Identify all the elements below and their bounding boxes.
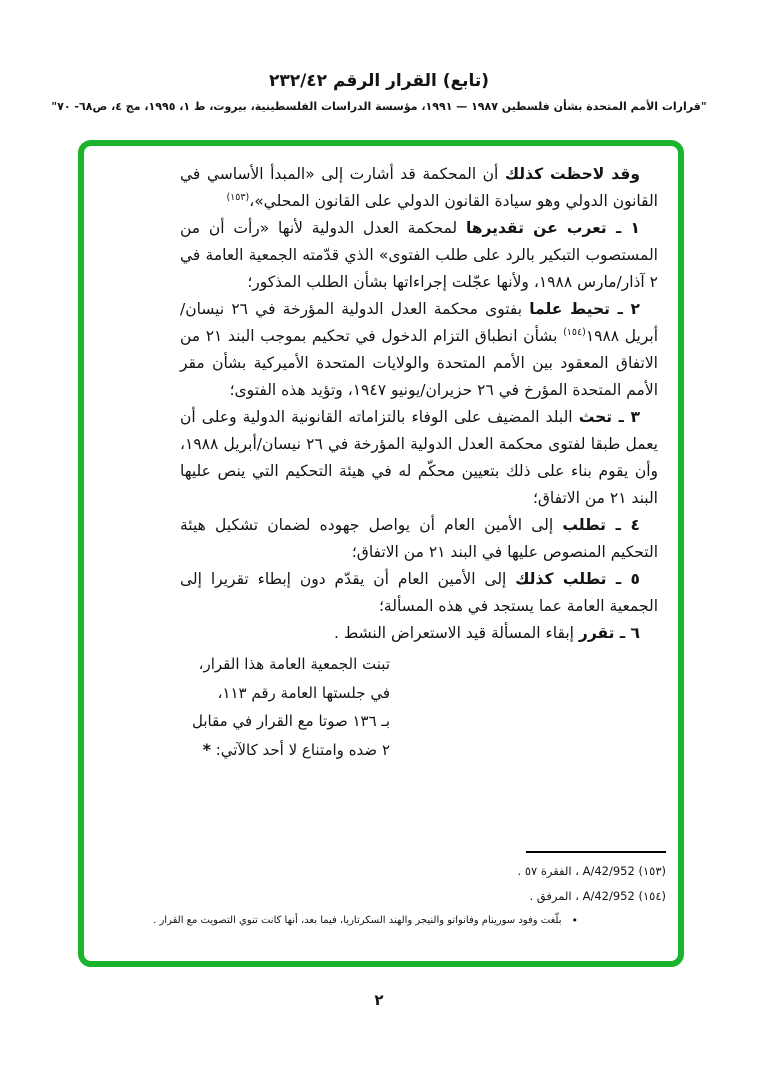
resolution-body [180,161,658,764]
paragraph-lead: ١ ـ تعرب عن تقديرها [465,219,640,237]
paragraph-text: أن المحكمة قد أشارت إلى «المبدأ الأساسي في القانون الدولي وهو سيادة القانون الدولي على القانون المحلي»، [180,165,658,210]
paragraph-text: لمحكمة العدل الدولية لأنها «رأت أن من المستصوب التبكير بالرد على طلب الفتوى» الذي قدّمته الجمعية العامة في ٢ آذار/مارس ١٩٨٨، ولأنها عجّلت إجراءاتها بشأن الطلب المذكور؛ [180,219,658,291]
adoption-line: تبنت الجمعية العامة هذا القرار، [198,655,390,673]
body-paragraph [180,161,658,215]
footnote-ref: (١٥٣) [226,191,250,203]
body-paragraph [180,566,658,620]
body-paragraphs [180,161,658,647]
paragraph-lead: ٦ ـ تقرر [578,624,640,642]
body-paragraph [180,215,658,296]
paragraph-lead: ٤ ـ تطلب [562,516,640,534]
paragraph-text: بفتوى محكمة العدل الدولية المؤرخة في ٢٦ نيسان/أبريل ١٩٨٨ [180,300,658,345]
footnote-item: (١٥٣) A/42/952 ، الفقرة ٥٧ . [517,864,666,878]
footnote-bullet-item [138,913,666,928]
bullet-icon: • [571,914,578,927]
footnote-bullet-text: بلّغت وفود سورينام وفانواتو والنيجر والهند السكرتاريا، فيما بعد، أنها كانت تنوي التصويت مع القرار . [153,915,562,926]
footnotes-section [138,851,666,928]
paragraph-text: إبقاء المسألة قيد الاستعراض النشط . [334,624,579,642]
adoption-line: ٢ ضده وامتناع لا أحد كالآتي: * [202,739,390,759]
paragraph-text: إلى الأمين العام أن يقدّم دون إبطاء تقريرا إلى الجمعية العامة عما يستجد في هذه المسألة؛ [180,570,658,615]
body-paragraph [180,404,658,512]
body-paragraph [180,620,658,647]
footnote-item: (١٥٤) A/42/952 ، المرفق . [529,889,666,903]
footnote-separator-rule [526,851,666,853]
paragraph-lead: ٢ ـ تحيط علما [529,300,640,318]
adoption-line: بـ ١٣٦ صوتا مع القرار في مقابل [191,712,390,730]
body-paragraph [180,512,658,566]
paragraph-lead: ٥ ـ تطلب كذلك [515,570,640,588]
paragraph-text-cont: بشأن انطباق التزام الدخول في تحكيم بموجب البند ٢١ من الاتفاق المعقود بين الأمم المتحدة والولايات المتحدة الأميركية بشأن مقر الأمم المتحدة المؤرخ في ٢٦ حزيران/يونيو ١٩٤٧، وتؤيد هذه الفتوى؛ [180,327,658,399]
page-title: (تابع) القرار الرقم ٢٣٢/٤٢ [268,71,490,91]
page-number: ٢ [374,991,384,1009]
footnote-list [138,859,666,909]
paragraph-text: إلى الأمين العام أن يواصل جهوده لضمان تشكيل هيئة التحكيم المنصوص عليها في البند ٢١ من الاتفاق؛ [180,516,658,561]
adoption-line: في جلستها العامة رقم ١١٣، [217,683,390,702]
body-paragraph [180,296,658,404]
source-citation-line: "قرارات الأمم المتحدة بشأن فلسطين ١٩٨٧ — ١٩٩١، مؤسسة الدراسات الفلسطينية، بيروت، ط ١، ١٩٩٥، مج ٤، ص٦٨- ٧٠" [51,100,707,113]
paragraph-text: البلد المضيف على الوفاء بالتزاماته القانونية الدولية وعلى أن يعمل طبقا لفتوى محكمة العدل الدولية المؤرخة في ٢٦ نيسان/أبريل ١٩٨٨، وأن يقوم بناء على ذلك بتعيين محكّم له في هيئة التحكيم التي ينص عليها البند ٢١ من الاتفاق؛ [180,408,658,507]
footnote-ref: (١٥٤) [563,326,586,338]
paragraph-lead: ٣ ـ تحث [578,408,640,426]
paragraph-lead: وقد لاحظت كذلك [504,165,640,183]
adoption-note [178,650,390,764]
asterisk-marker: * [202,739,211,759]
